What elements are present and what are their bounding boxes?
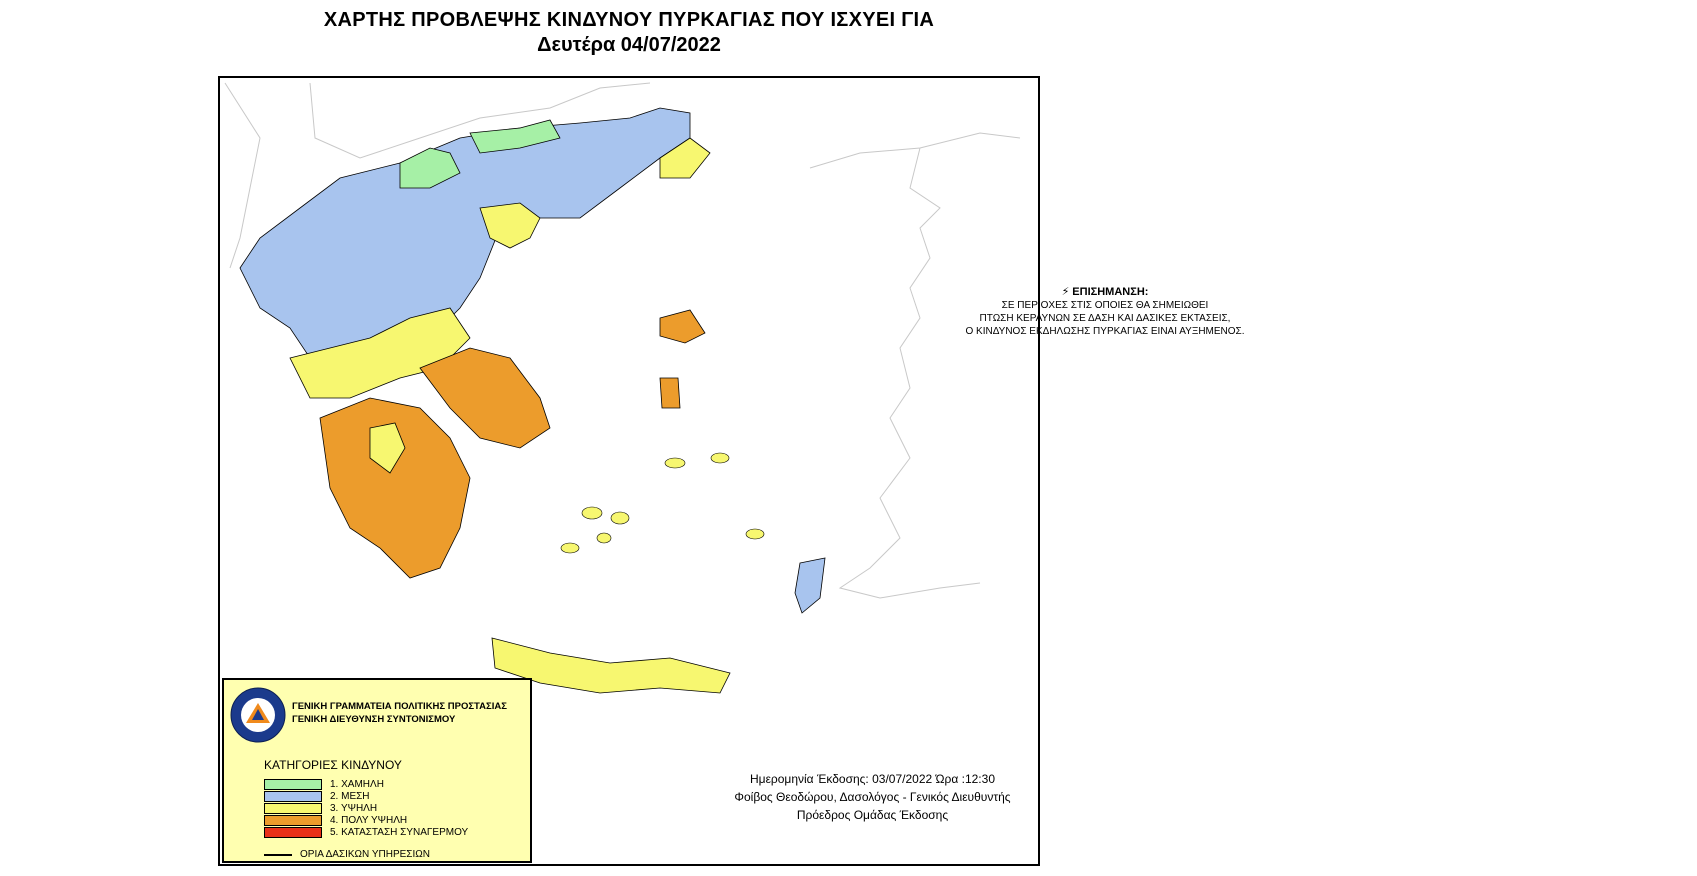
legend-swatch [264,803,322,814]
notice-line: ΣΕ ΠΕΡΙΟΧΕΣ ΣΤΙΣ ΟΠΟΙΕΣ ΘΑ ΣΗΜΕΙΩΘΕΙ [1001,300,1209,311]
region-medium-rhodes [795,558,825,613]
region-very-high-lesvos [660,310,705,343]
legend-category-item [264,802,468,814]
map-title [200,8,1058,58]
cyclades-islands [561,453,764,553]
notice-line: Ο ΚΙΝΔΥΝΟΣ ΕΚΔΗΛΩΣΗΣ ΠΥΡΚΑΓΙΑΣ ΕΙΝΑΙ ΑΥΞΗΜΕΝΟΣ. [965,326,1245,337]
legend-category-label: 4. ΠΟΛΥ ΥΨΗΛΗ [330,814,408,826]
title-line-2: Δευτέρα 04/07/2022 [537,34,721,56]
lightning-icon: ⚡ [1061,286,1070,298]
map-legend [222,678,532,863]
issue-date: Ημερομηνία Έκδοσης: 03/07/2022 Ώρα :12:30 [750,772,995,786]
island [561,543,579,553]
boundary-line-swatch [264,854,292,856]
region-very-high-chios [660,378,680,408]
issue-author: Φοίβος Θεοδώρου, Δασολόγος - Γενικός Διευθυντής [734,790,1011,804]
island [582,507,602,519]
lightning-notice [920,286,1290,338]
organization-name [292,700,507,726]
org-line-2: ΓΕΝΙΚΗ ΔΙΕΥΘΥΝΣΗ ΣΥΝΤΟΝΙΣΜΟΥ [292,714,456,725]
turkey-coast-outline [810,133,1020,598]
org-line-1: ΓΕΝΙΚΗ ΓΡΑΜΜΑΤΕΙΑ ΠΟΛΙΤΙΚΗΣ ΠΡΟΣΤΑΣΙΑΣ [292,701,507,712]
categories-title: ΚΑΤΗΓΟΡΙΕΣ ΚΙΝΔΥΝΟΥ [264,758,402,772]
legend-category-item [264,790,468,802]
island [665,458,685,468]
island [611,512,629,524]
legend-category-label: 2. ΜΕΣΗ [330,790,370,802]
legend-swatch [264,779,322,790]
legend-swatch [264,827,322,838]
legend-category-label: 3. ΥΨΗΛΗ [330,802,378,814]
legend-swatch [264,791,322,802]
notice-heading: ⚡ ΕΠΙΣΗΜΑΝΣΗ: [1061,286,1149,298]
legend-swatch [264,815,322,826]
island [597,533,611,543]
island [746,529,764,539]
legend-category-label: 1. ΧΑΜΗΛΗ [330,778,384,790]
issue-info [700,770,1045,824]
title-line-1: ΧΑΡΤΗΣ ΠΡΟΒΛΕΨΗΣ ΚΙΝΔΥΝΟΥ ΠΥΡΚΑΓΙΑΣ ΠΟΥ ΙΣΧΥΕΙ ΓΙΑ [323,9,935,31]
legend-category-item [264,814,468,826]
boundary-label: ΟΡΙΑ ΔΑΣΙΚΩΝ ΥΠΗΡΕΣΙΩΝ [300,849,430,860]
legend-category-item [264,826,468,838]
category-list [264,778,468,838]
legend-category-label: 5. ΚΑΤΑΣΤΑΣΗ ΣΥΝΑΓΕΡΜΟΥ [330,826,469,838]
fire-risk-regions [240,108,825,693]
issue-role: Πρόεδρος Ομάδας Έκδοσης [796,808,949,822]
notice-line: ΠΤΩΣΗ ΚΕΡΑΥΝΩΝ ΣΕ ΔΑΣΗ ΚΑΙ ΔΑΣΙΚΕΣ ΕΚΤΑΣΕΙΣ, [979,313,1231,324]
legend-category-item [264,778,468,790]
forest-service-boundary-key [264,849,430,860]
island [711,453,729,463]
civil-protection-logo-icon [230,687,286,743]
